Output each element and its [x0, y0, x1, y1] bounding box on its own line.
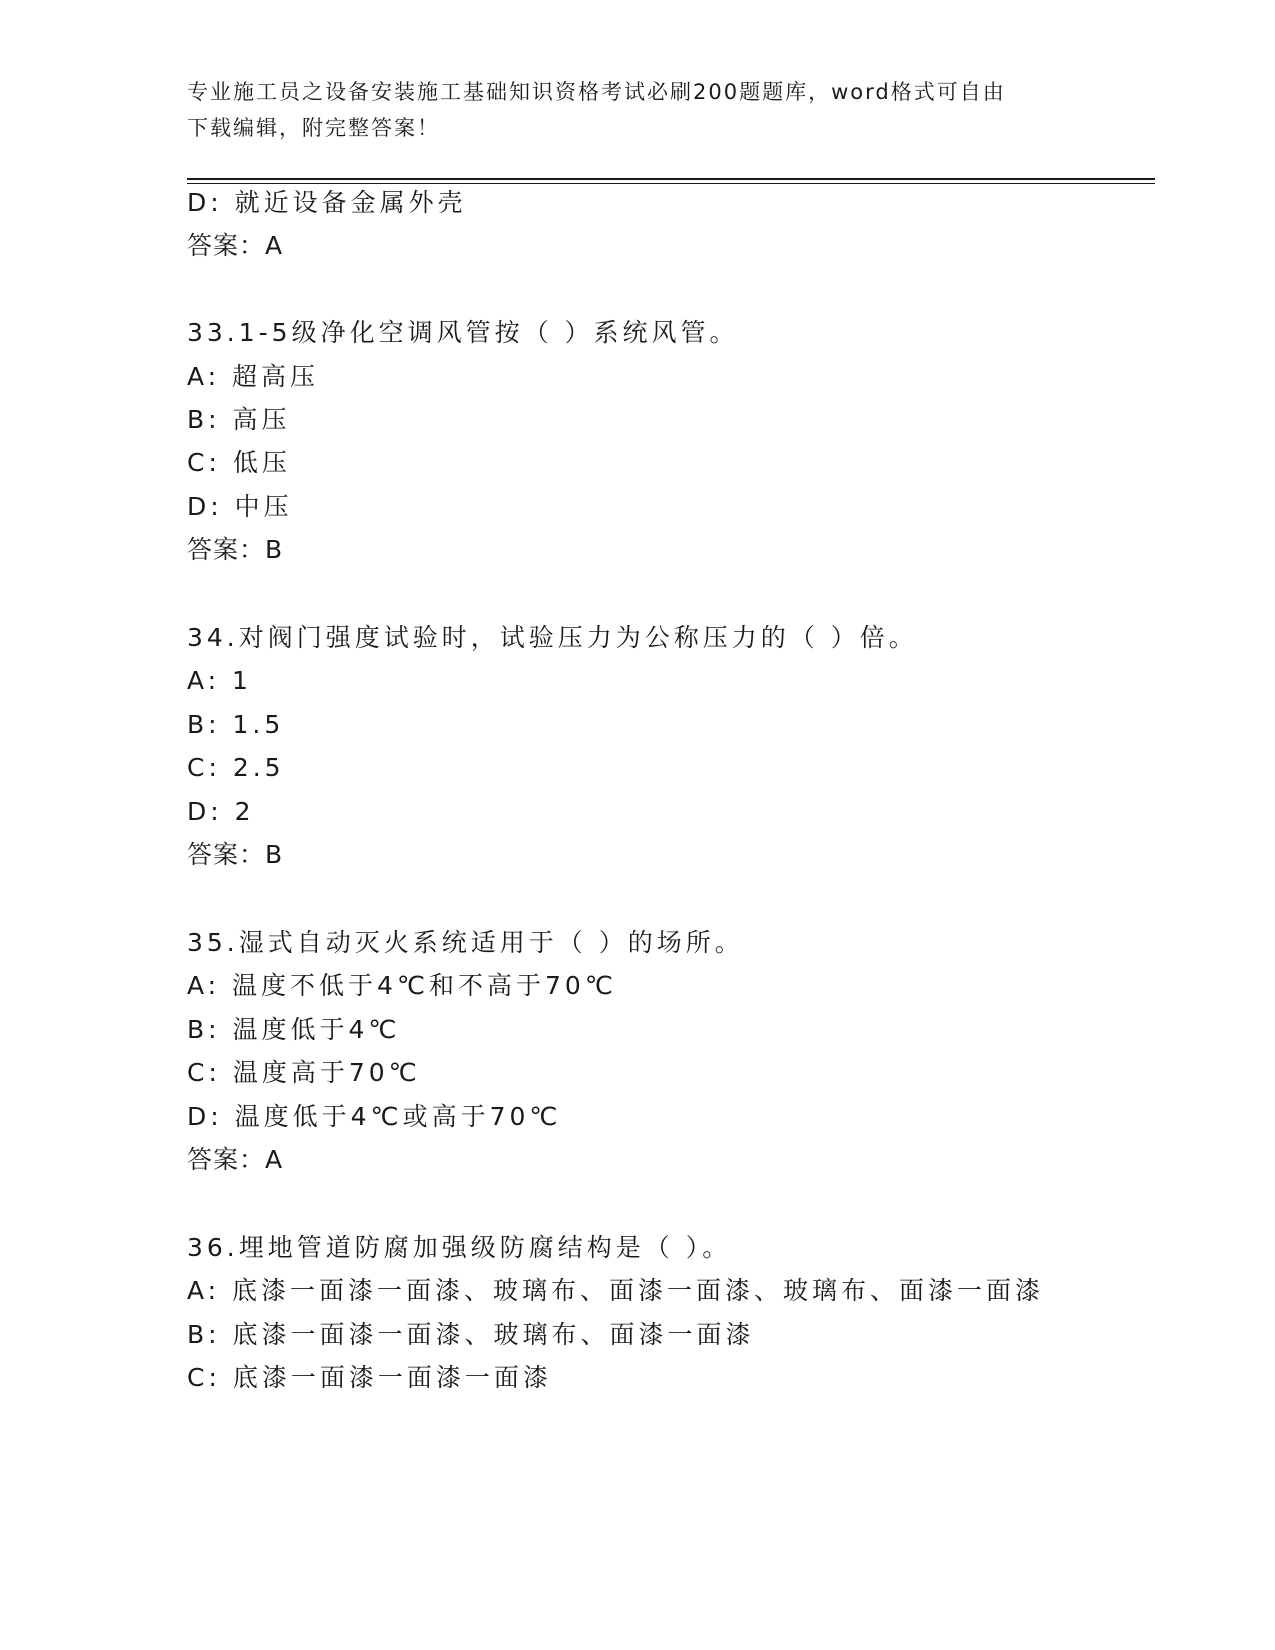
header-title-line-1: 专业施工员之设备安装施工基础知识资格考试必刷200题题库，word格式可自由 [187, 80, 1006, 104]
q33-option-b: B: 高压 [187, 405, 291, 434]
q34-option-d: D: 2 [187, 797, 255, 826]
q32-option-d: D: 就近设备金属外壳 [187, 188, 467, 217]
q36-option-a: A: 底漆一面漆一面漆、玻璃布、面漆一面漆、玻璃布、面漆一面漆 [187, 1276, 1045, 1305]
q33-answer: 答案：B [187, 535, 284, 564]
q36-stem: 36.埋地管道防腐加强级防腐结构是（ ）。 [187, 1233, 732, 1262]
q35-option-c: C: 温度高于70℃ [187, 1058, 421, 1087]
q34-answer: 答案：B [187, 840, 284, 869]
header-divider-thick [187, 178, 1155, 180]
header-title-line-2: 下载编辑，附完整答案！ [187, 116, 440, 140]
q32-answer: 答案：A [187, 231, 284, 260]
q34-option-b: B: 1.5 [187, 710, 285, 739]
q33-option-c: C: 低压 [187, 448, 291, 477]
q36-option-b: B: 底漆一面漆一面漆、玻璃布、面漆一面漆 [187, 1320, 755, 1349]
q34-option-a: A: 1 [187, 666, 252, 695]
q34-stem: 34.对阀门强度试验时，试验压力为公称压力的（ ）倍。 [187, 623, 918, 652]
q35-option-a: A: 温度不低于4℃和不高于70℃ [187, 971, 617, 1000]
q35-option-b: B: 温度低于4℃ [187, 1015, 401, 1044]
q33-option-d: D: 中压 [187, 492, 293, 521]
q35-option-d: D: 温度低于4℃或高于70℃ [187, 1102, 562, 1131]
document-header [187, 74, 1067, 146]
q36-option-c: C: 底漆一面漆一面漆一面漆 [187, 1363, 552, 1392]
q34-option-c: C: 2.5 [187, 753, 285, 782]
q33-option-a: A: 超高压 [187, 362, 320, 391]
q35-stem: 35.湿式自动灭火系统适用于（ ）的场所。 [187, 928, 744, 957]
q33-stem: 33.1-5级净化空调风管按（ ）系统风管。 [187, 318, 739, 347]
header-divider-thin [187, 183, 1155, 184]
q35-answer: 答案：A [187, 1145, 284, 1174]
